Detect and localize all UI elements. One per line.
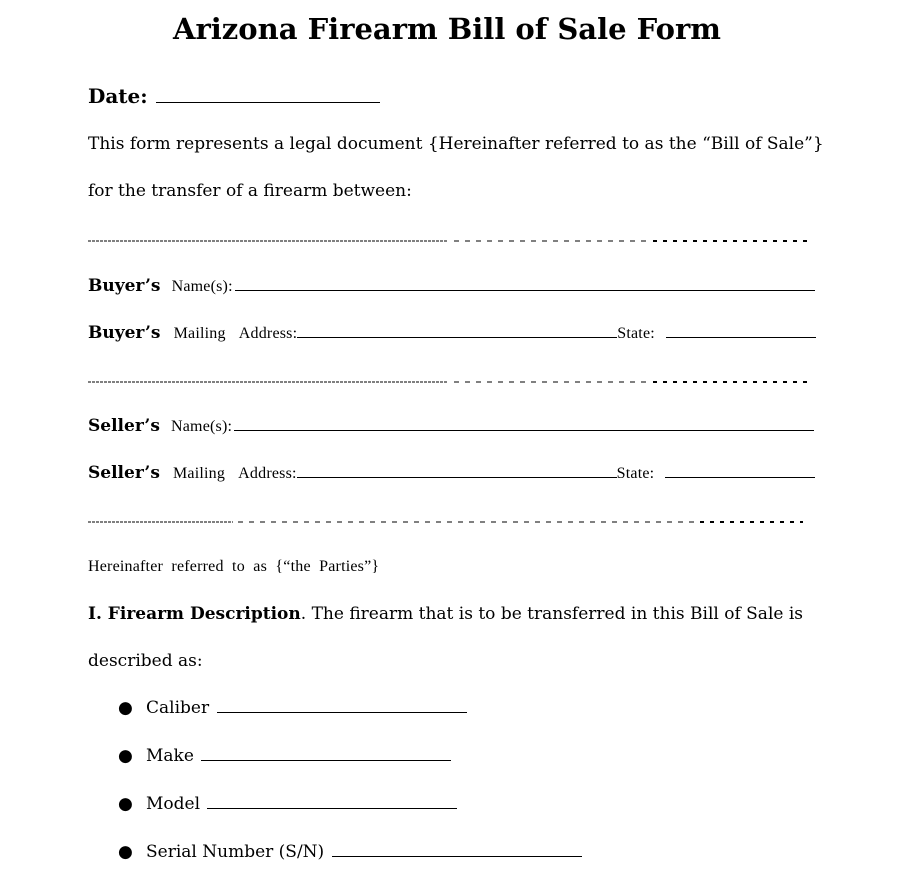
intro-line-1: This form represents a legal document {Hereinafter referred to as the “Bill of Sale”} (88, 134, 824, 154)
bullet-model (88, 794, 457, 814)
caliber-field[interactable] (217, 711, 467, 713)
bullet-icon: ● (118, 794, 133, 814)
model-field[interactable] (207, 807, 457, 809)
buyer-address-field[interactable] (297, 336, 617, 338)
bullet-make (88, 746, 451, 766)
buyer-label-2: Buyer’s (88, 323, 161, 343)
seller-state-field[interactable] (665, 476, 815, 478)
seller-name-label: Name(s): (171, 418, 233, 435)
date-label: Date (88, 84, 141, 108)
date-field[interactable] (156, 101, 380, 103)
seller-name-field[interactable] (234, 429, 814, 431)
separator-line (88, 381, 808, 383)
bullet-caliber (88, 698, 467, 718)
serial-field[interactable] (332, 855, 582, 857)
separator-line (88, 521, 808, 523)
section-1-heading: I. Firearm Description (88, 604, 301, 624)
seller-mailing-label: Mailing (173, 465, 226, 482)
seller-state-label: State: (616, 465, 655, 482)
parties-text: Hereinafter referred to as {“the Parties”} (88, 558, 380, 575)
intro-line-2: for the transfer of a firearm between: (88, 181, 412, 201)
section-1-line (88, 604, 803, 624)
buyer-name-label: Name(s): (171, 278, 233, 295)
model-label: Model (146, 794, 201, 814)
buyer-mailing-label: Mailing (173, 325, 226, 342)
document-title: Arizona Firearm Bill of Sale Form (173, 12, 721, 46)
seller-address-field[interactable] (297, 476, 617, 478)
seller-address-label: Address: (238, 465, 297, 482)
buyer-name-field[interactable] (235, 289, 815, 291)
buyer-address-row (88, 323, 816, 343)
section-1-text-2: described as: (88, 651, 203, 671)
make-label: Make (146, 746, 194, 766)
buyer-state-field[interactable] (666, 336, 816, 338)
buyer-name-row (88, 276, 815, 296)
buyer-state-label: State: (617, 325, 655, 342)
seller-label-2: Seller’s (88, 463, 160, 483)
buyer-label: Buyer’s (88, 276, 161, 296)
serial-label: Serial Number (S/N) (146, 842, 325, 862)
buyer-address-label: Address: (238, 325, 298, 342)
caliber-label: Caliber (146, 698, 210, 718)
bullet-icon: ● (118, 698, 133, 718)
seller-address-row (88, 463, 815, 483)
bullet-serial (88, 842, 582, 862)
section-1-text: . The firearm that is to be transferred in this Bill of Sale is (300, 604, 804, 624)
bullet-icon: ● (118, 746, 133, 766)
make-field[interactable] (201, 759, 451, 761)
bullet-icon: ● (118, 842, 133, 862)
separator-line (88, 240, 808, 242)
seller-label: Seller’s (88, 416, 160, 436)
date-row: Date: (88, 84, 380, 108)
seller-name-row (88, 416, 814, 436)
